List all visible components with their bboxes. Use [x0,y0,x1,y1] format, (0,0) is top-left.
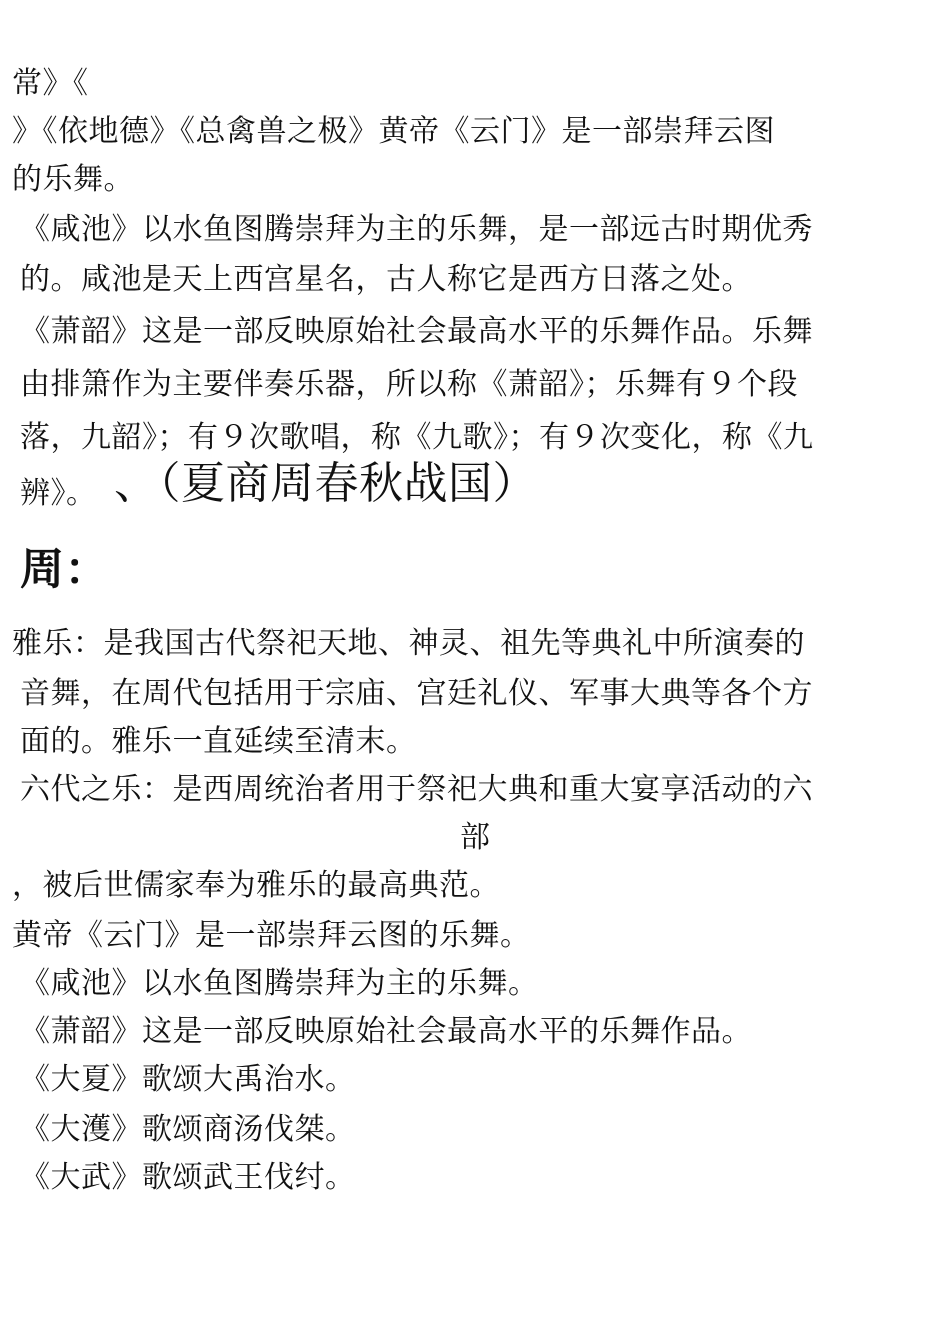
text-line: 《萧韶》这是一部反映原始社会最高水平的乐舞作品。 [20,1014,752,1049]
text-line: 面的。雅乐一直延续至清末。 [20,724,417,759]
text-line: 部 [460,820,491,855]
text-line: 《大武》歌颂武王伐纣。 [20,1160,356,1195]
text-line: 《大濩》歌颂商汤伐桀。 [20,1112,356,1147]
text-line: ，被后世儒家奉为雅乐的最高典范。 [12,868,500,903]
text-line: 《大夏》歌颂大禹治水。 [20,1062,356,1097]
text-line: 音舞，在周代包括用于宗庙、宫廷礼仪、军事大典等各个方 [20,676,813,711]
text-line: 由排箫作为主要伴奏乐器，所以称《萧韶》；乐舞有９个段 [20,367,798,402]
text-line: 《萧韶》这是一部反映原始社会最高水平的乐舞作品。乐舞 [20,314,813,349]
text-line: 雅乐：是我国古代祭祀天地、神灵、祖先等典礼中所演奏的 [12,626,805,661]
text-line: 黄帝《云门》是一部崇拜云图的乐舞。 [12,918,531,953]
section-heading: 周： [20,544,109,595]
section-heading: 、（夏商周春秋战国） [114,458,537,509]
text-line: 六代之乐：是西周统治者用于祭祀大典和重大宴享活动的六 [20,772,813,807]
text-line: 常》《 [12,66,89,101]
text-line: 辨》。 [20,476,97,511]
text-line: 落，九韶》；有９次歌唱，称《九歌》；有９次变化，称《九 [20,420,814,455]
text-line: 的。咸池是天上西宫星名，古人称它是西方日落之处。 [20,262,752,297]
text-line: 的乐舞。 [12,162,134,197]
text-line: 《咸池》以水鱼图腾崇拜为主的乐舞。 [20,966,539,1001]
text-line: 》《依地德》《总禽兽之极》黄帝《云门》是一部崇拜云图 [12,114,775,149]
text-line: 《咸池》以水鱼图腾崇拜为主的乐舞，是一部远古时期优秀 [20,212,813,247]
